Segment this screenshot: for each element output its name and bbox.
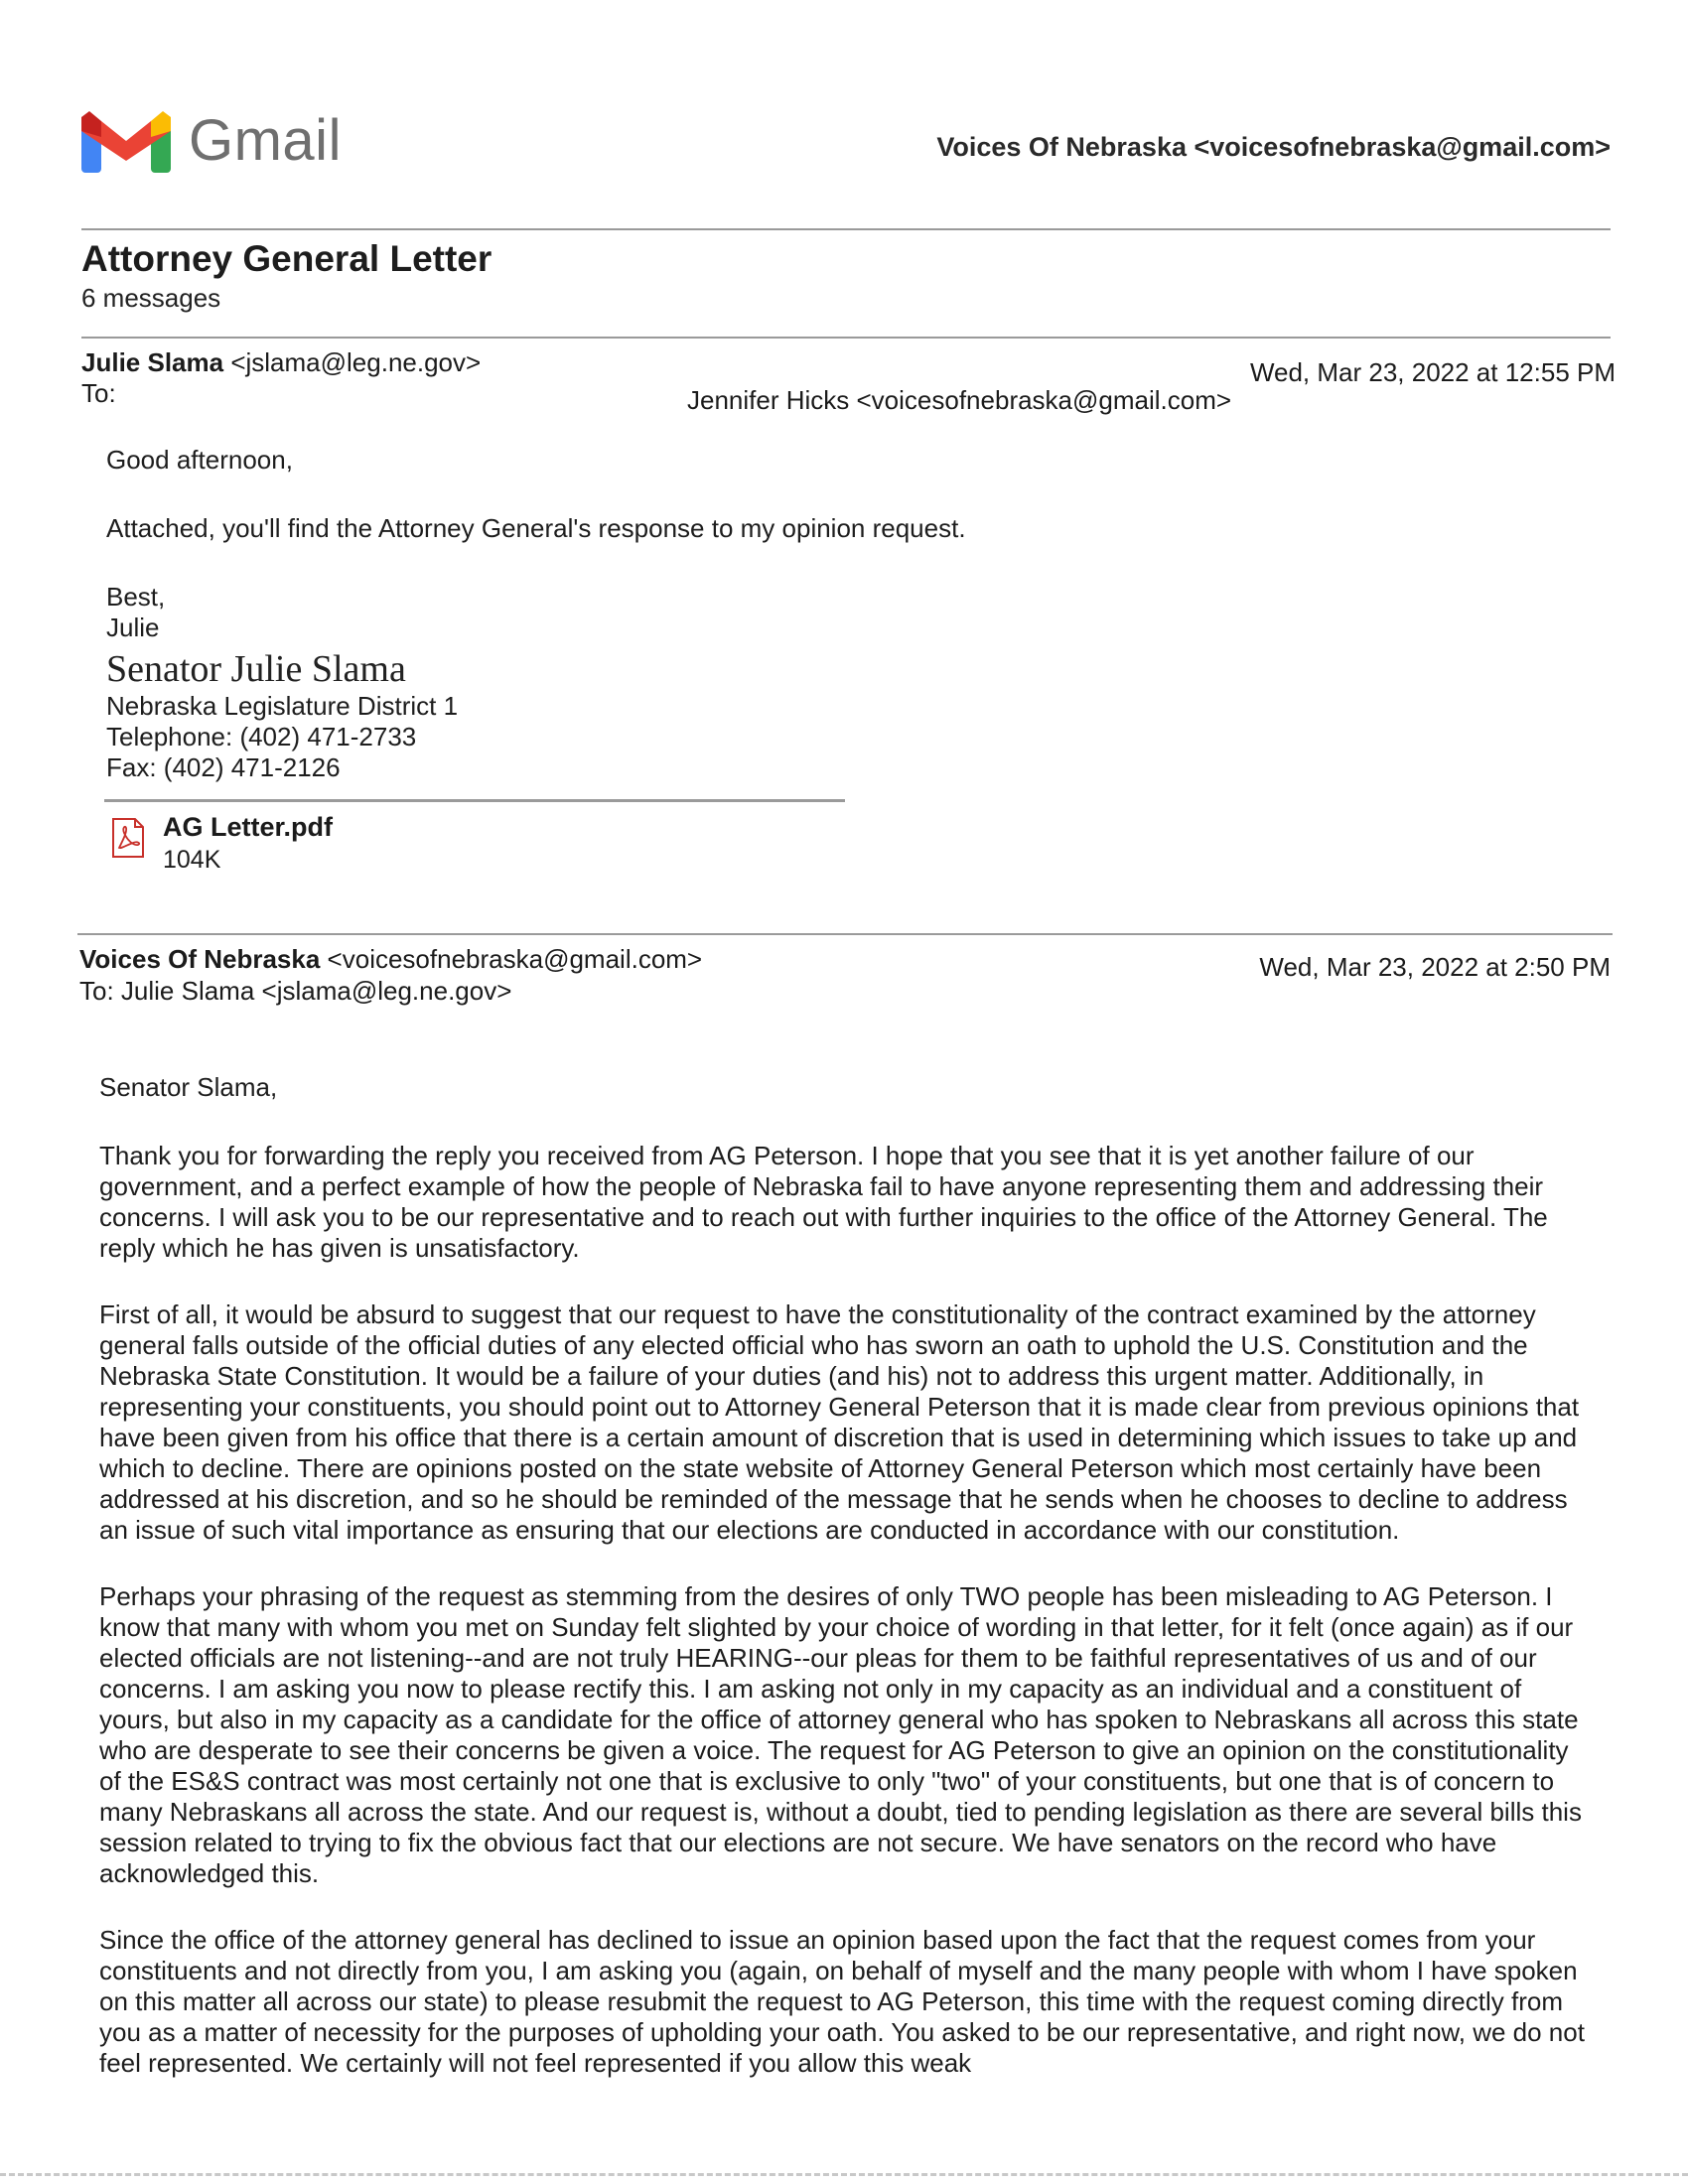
account-label: Voices Of Nebraska <voicesofnebraska@gmail.com> — [936, 132, 1611, 162]
header-divider — [81, 228, 1611, 230]
closing-best: Best, — [106, 582, 166, 612]
paragraph: Perhaps your phrasing of the request as stemming from the desires of only TWO people has been misleading to AG Peterson. I know that many with whom you met on Sunday felt slighted by your choice of wording in that letter, for it felt (once again) as if our elected officials are not listening--and are not truly HEARING--our pleas for them to be faithful representatives of us and of our concerns. I am asking you now to please rectify this. I am asking not only in my capacity as an individual and a constituent of yours, but also in my capacity as a candidate for the office of attorney general who has spoken to Nebraskans all across this state who are desperate to see their concerns be given a voice. The request for AG Peterson to give an opinion on the constitutionality of the ES&S contract was most certainly not one that is exclusive to only "two" of your constituents, but one that is of concern to many Nebraskans all across the state. And our request is, without a doubt, tied to pending legislation as there are several bills this session related to trying to fix the obvious fact that our elections are not secure. We have senators on the record who have acknowledged this. — [99, 1581, 1582, 1888]
message-1-sender — [81, 347, 481, 378]
message-2-to-line: To: Julie Slama <jslama@leg.ne.gov> — [79, 976, 512, 1006]
message-count: 6 messages — [81, 283, 221, 313]
signature-district: Nebraska Legislature District 1 — [106, 691, 459, 721]
signature-name: Senator Julie Slama — [106, 648, 406, 690]
paragraph: First of all, it would be absurd to suggest that our request to have the constitutionality of the contract examined by the attorney general falls outside of the official duties of any elected official who has sworn an oath to uphold the U.S. Constitution and the Nebraska State Constitution. It would be a failure of your duties (and his) not to address this urgent matter. Additionally, in representing your constituents, you should point out to Attorney General Peterson that it is made clear from previous opinions that have been given from his office that there is a certain amount of discretion that is used in determining which issues to take up and which to decline. There are opinions posted on the state website of Attorney General Peterson which most certainly have been addressed at his discretion, and so he should be reminded of the message that he sends when he chooses to decline to address an issue of such vital importance as ensuring that our elections are conducted in accordance with our constitution. — [99, 1299, 1580, 1545]
sender-email: <jslama@leg.ne.gov> — [230, 347, 482, 377]
attachment-name[interactable]: AG Letter.pdf — [163, 812, 334, 842]
greeting: Good afternoon, — [106, 445, 293, 475]
thread-subject: Attorney General Letter — [81, 238, 492, 279]
message-2-sender — [79, 944, 702, 975]
sender-name: Voices Of Nebraska — [79, 944, 321, 974]
gmail-logo-icon — [81, 107, 171, 173]
signature-fax: Fax: (402) 471-2126 — [106, 752, 341, 782]
pdf-icon — [111, 818, 145, 858]
body-line: Attached, you'll find the Attorney General's response to my opinion request. — [106, 513, 966, 543]
attachment-divider — [104, 799, 845, 802]
message-1-date: Wed, Mar 23, 2022 at 12:55 PM — [1249, 357, 1616, 387]
subject-divider — [81, 337, 1611, 339]
message-2-date: Wed, Mar 23, 2022 at 2:50 PM — [1259, 952, 1611, 982]
message-1-body — [106, 445, 1546, 783]
scan-edge — [0, 2173, 1688, 2176]
closing-name: Julie — [106, 613, 160, 642]
greeting: Senator Slama, — [99, 1072, 278, 1102]
gmail-wordmark: Gmail — [189, 108, 342, 173]
message-1-to-value: Jennifer Hicks <voicesofnebraska@gmail.com> — [687, 385, 1232, 415]
message-2-body — [99, 1072, 1589, 2115]
paragraph: Since the office of the attorney general has declined to issue an opinion based upon the fact that the request comes from your constituents and not directly from you, I am asking you (again, on behalf of myself and the many people with whom I have spoken on this matter all across our state) to please resubmit the request to AG Peterson, this time with the request coming directly from you as a matter of necessity for the purposes of upholding your oath. You asked to be our representative, and right now, we do not feel represented. We certainly will not feel represented if you allow this weak — [99, 1925, 1585, 2078]
attachment-size: 104K — [163, 846, 221, 874]
message-divider — [77, 933, 1613, 935]
signature-telephone: Telephone: (402) 471-2733 — [106, 722, 417, 751]
message-1-to-label: To: — [81, 378, 116, 408]
sender-email: <voicesofnebraska@gmail.com> — [327, 944, 703, 974]
sender-name: Julie Slama — [81, 347, 224, 377]
paragraph: Thank you for forwarding the reply you received from AG Peterson. I hope that you see that it is yet another failure of our government, and a perfect example of how the people of Nebraska fail to have anyone representing them and addressing their concerns. I will ask you to be our representative and to reach out with further inquiries to the office of the Attorney General. The reply which he has given is unsatisfactory. — [99, 1141, 1548, 1263]
